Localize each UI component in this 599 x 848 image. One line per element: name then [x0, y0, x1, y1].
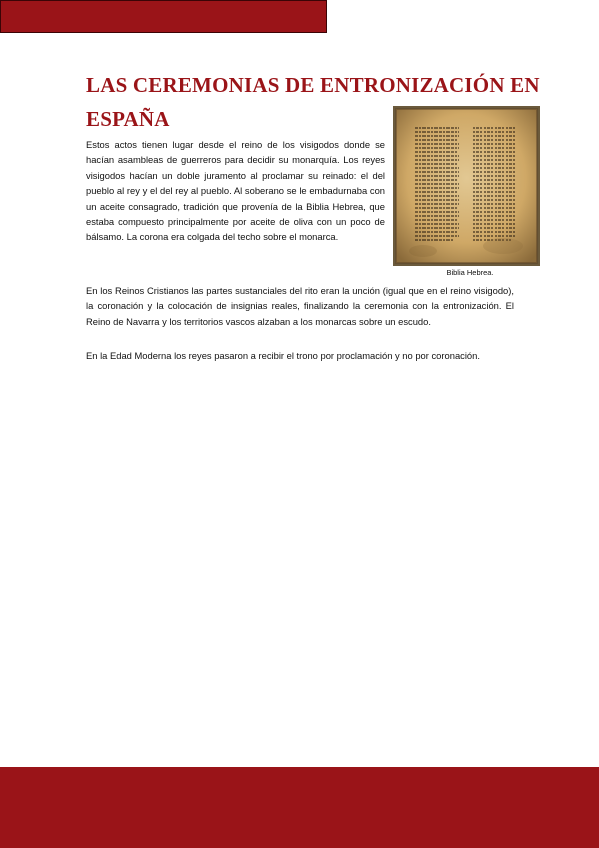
paragraph-christian-kingdoms: En los Reinos Cristianos las partes sustanciales del rito eran la unción (igual que en el reino visigodo), la coronación y la colocación de insignias reales, finalizando la ceremonia con la entronización. El Reino de Navarra y los territorios vascos alzaban a los monarcas sobre un escudo. — [86, 285, 514, 327]
figure-caption: Biblia Hebrea. — [446, 268, 494, 277]
paragraph-visigoths: Estos actos tienen lugar desde el reino de los visigodos donde se hacían asambleas de guerreros para decidir su monarquía. Los reyes visigodos hacían un doble juramento al proclamar su reinado: el del pueblo al rey y el del rey al pueblo. Al soberano se le embadurnaba con un aceite consagrado, tradición que provenía de la Biblia Hebrea, que estaba compuesto principalmente por aceite de oliva con un poco de bálsamo. La corona era colgada del techo sobre el monarca. — [86, 139, 385, 243]
paragraph-modern-age: En la Edad Moderna los reyes pasaron a recibir el trono por proclamación y no por coronación. — [86, 350, 480, 361]
header-bar — [0, 0, 327, 33]
hebrew-bible-image — [393, 106, 540, 266]
manuscript-picture — [393, 106, 540, 266]
page-title: LAS CEREMONIAS DE ENTRONIZACIÓN EN ESPAÑA — [86, 73, 540, 131]
footer-band — [0, 767, 599, 848]
